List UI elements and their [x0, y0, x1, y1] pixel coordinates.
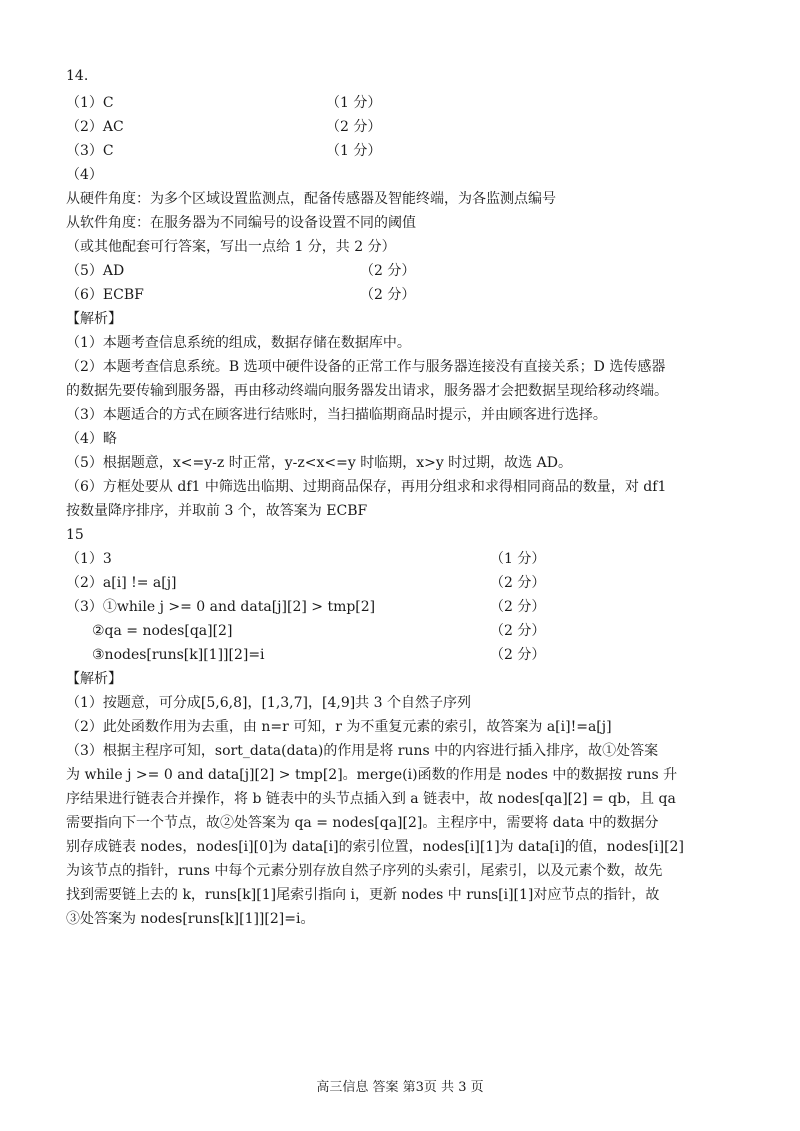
q14-analysis-line: （2）本题考查信息系统。B 选项中硬件设备的正常工作与服务器连接没有直接关系；D 选传感器 — [66, 359, 666, 375]
q14-a6-label: （6）ECBF — [66, 287, 144, 303]
q15-a3-1-score: （2 分） — [490, 599, 546, 615]
q15-analysis-line: （2）此处函数作用为去重，由 n=r 可知，r 为不重复元素的索引，故答案为 a[i]!=a[j] — [66, 719, 612, 735]
q15-analysis-line: 序结果进行链表合并操作，将 b 链表中的头节点插入到 a 链表中，故 nodes[qa][2] = qb，且 qa — [66, 791, 676, 807]
q14-analysis-title: 【解析】 — [66, 311, 122, 327]
q14-analysis-line: （3）本题适合的方式在顾客进行结账时，当扫描临期商品时提示，并由顾客进行选择。 — [66, 407, 607, 423]
q14-a2-label: （2）AC — [66, 119, 124, 135]
q14-number: 14. — [66, 68, 89, 84]
q14-a4-line2: 从软件角度：在服务器为不同编号的设备设置不同的阈值 — [66, 215, 416, 231]
page-footer: 高三信息 答案 第3页 共 3 页 — [316, 1080, 484, 1095]
q14-a6-score: （2 分） — [360, 287, 416, 303]
q15-a3-3-score: （2 分） — [490, 647, 546, 663]
q15-a3-3-label: ③nodes[runs[k][1]][2]=i — [92, 647, 265, 663]
q15-analysis-title: 【解析】 — [66, 671, 122, 687]
q14-a5-score: （2 分） — [360, 263, 416, 279]
q15-a1-label: （1）3 — [66, 551, 112, 567]
q14-a4-label: （4） — [66, 167, 103, 183]
q14-a2-score: （2 分） — [326, 119, 382, 135]
q15-analysis-line: （3）根据主程序可知，sort_data(data)的作用是将 runs 中的内容进行插入排序，故①处答案 — [66, 743, 659, 759]
q15-a3-2-score: （2 分） — [490, 623, 546, 639]
q15-analysis-line: 为该节点的指针，runs 中每个元素分别存放自然子序列的头索引，尾索引，以及元素个数，故先 — [66, 863, 663, 879]
q15-a1-score: （1 分） — [490, 551, 546, 567]
q14-a1-label: （1）C — [66, 95, 114, 111]
q15-a3-2-label: ②qa = nodes[qa][2] — [92, 623, 233, 639]
q15-analysis-line: ③处答案为 nodes[runs[k][1]][2]=i。 — [66, 911, 315, 927]
q15-analysis-line: （1）按题意，可分成[5,6,8]，[1,3,7]，[4,9]共 3 个自然子序列 — [66, 695, 471, 711]
q14-a4-line3: （或其他配套可行答案，写出一点给 1 分，共 2 分） — [66, 239, 396, 255]
q15-analysis-line: 为 while j >= 0 and data[j][2] > tmp[2]。merge(i)函数的作用是 nodes 中的数据按 runs 升 — [66, 767, 678, 783]
q14-analysis-line: （1）本题考查信息系统的组成，数据存储在数据库中。 — [66, 335, 411, 351]
q14-a3-label: （3）C — [66, 143, 114, 159]
q15-analysis-line: 别存成链表 nodes，nodes[i][0]为 data[i]的索引位置，nodes[i][1]为 data[i]的值，nodes[i][2] — [66, 839, 684, 855]
q15-a2-score: （2 分） — [490, 575, 546, 591]
q14-analysis-line: （5）根据题意，x<=y-z 时正常，y-z<x<=y 时临期，x>y 时过期，故选 AD。 — [66, 455, 572, 471]
q14-a4-line1: 从硬件角度：为多个区域设置监测点，配备传感器及智能终端，为各监测点编号 — [66, 191, 556, 207]
q15-analysis-line: 找到需要链上去的 k，runs[k][1]尾索引指向 i，更新 nodes 中 runs[i][1]对应节点的指针，故 — [66, 887, 660, 903]
q15-analysis-line: 需要指向下一个节点，故②处答案为 qa = nodes[qa][2]。主程序中，需要将 data 中的数据分 — [66, 815, 659, 831]
q14-analysis-line: （6）方框处要从 df1 中筛选出临期、过期商品保存，再用分组求和求得相同商品的数量，对 df1 — [66, 479, 667, 495]
q14-a5-label: （5）AD — [66, 263, 125, 279]
q14-a1-score: （1 分） — [326, 95, 382, 111]
q14-analysis-line: （4）略 — [66, 431, 117, 447]
q15-number: 15 — [66, 527, 84, 543]
q15-a3-1-label: （3）①while j >= 0 and data[j][2] > tmp[2] — [66, 599, 376, 615]
q14-analysis-line: 的数据先要传输到服务器，再由移动终端向服务器发出请求，服务器才会把数据呈现给移动终端。 — [66, 383, 668, 399]
q15-a2-label: （2）a[i] != a[j] — [66, 575, 177, 591]
q14-a3-score: （1 分） — [326, 143, 382, 159]
q14-analysis-line: 按数量降序排序，并取前 3 个，故答案为 ECBF — [66, 503, 368, 519]
